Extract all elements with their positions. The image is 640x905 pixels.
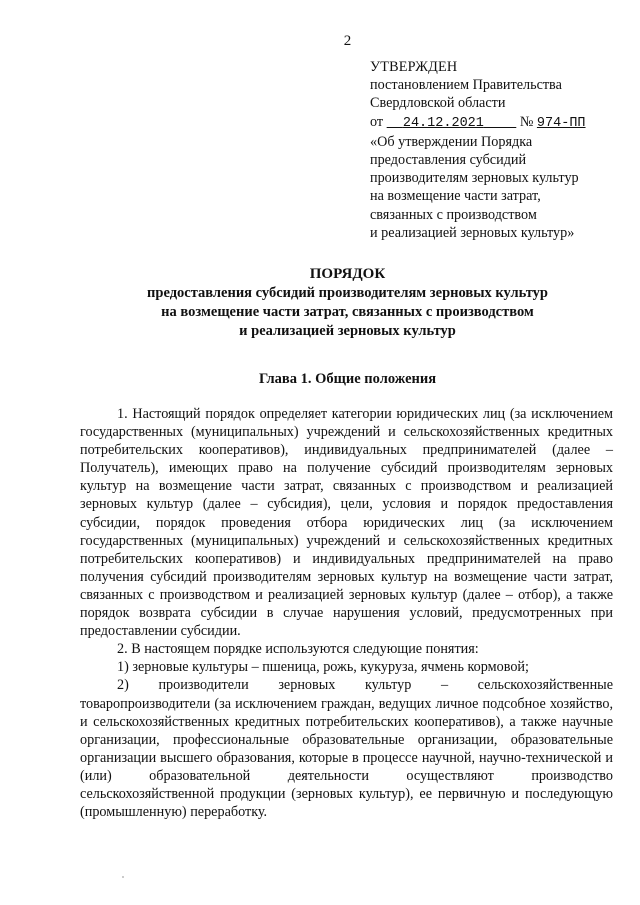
approval-date: 24.12.2021 — [402, 115, 484, 131]
document-heading — [0, 265, 640, 341]
number-label: № — [519, 113, 534, 130]
scan-speck — [122, 876, 124, 878]
approval-line-1: постановлением Правительства — [370, 77, 562, 94]
body-text — [80, 405, 613, 821]
chapter-heading: Глава 1. Общие положения — [258, 371, 437, 387]
document-subtitle-line: на возмещение части затрат, связанных с производством — [161, 304, 534, 320]
from-label: от — [370, 113, 384, 130]
approval-name-line: связанных с производством — [370, 206, 537, 223]
document-subtitle-line: и реализацией зерновых культур — [239, 323, 456, 339]
approval-line-2: Свердловской области — [370, 95, 506, 112]
document-subtitle-line: предоставления субсидий производителям зерновых культур — [147, 285, 548, 301]
approval-block — [370, 58, 630, 242]
approval-name-line: производителям зерновых культур — [370, 170, 579, 187]
page-number: 2 — [343, 33, 352, 49]
approval-number: 974-ПП — [536, 115, 586, 131]
paragraph: 2) производители зерновых культур – сельскохозяйственные товаропроизводители (за исключением граждан, ведущих личное подсобное хозяйство, и сельскохозяйственных кредитных потребительских кооперативов), а также научные организации, профессиональные образовательные организации, образовательные организации высшего образования, которые в процессе научной, научно-технической и (или) образовательной деятельности осуществляют производство сельскохозяйственной продукции (зерновых культур), ее первичную и последующую (промышленную) переработку. — [80, 677, 613, 821]
approval-name-line: на возмещение части затрат, — [370, 188, 541, 205]
paragraph: 1) зерновые культуры – пшеница, рожь, кукуруза, ячмень кормовой; — [117, 659, 529, 676]
paragraph: 1. Настоящий порядок определяет категории юридических лиц (за исключением государственных (муниципальных) учреждений и сельскохозяйственных кредитных потребительских кооперативов), индивидуальных предпринимателей (далее – Получатель), имеющих право на получение субсидий производителям зерновых культур на возмещение части затрат, связанных с производством и реализацией зерновых культур (далее – субсидия), цели, условия и порядок предоставления субсидии, порядок проведения отбора юридических лиц (за исключением государственных (муниципальных) учреждений и сельскохозяйственных кредитных потребительских кооперативов) и индивидуальных предпринимателей на право получения субсидий производителям зерновых культур на возмещение части затрат, связанных с производством и реализацией зерновых культур (далее – отбор), а также порядок возврата субсидии в случае нарушения условий, предусмотренных при предоставлении субсидии. — [80, 406, 613, 640]
approval-name-line: предоставления субсидий — [370, 152, 527, 169]
approval-name-line: и реализацией зерновых культур» — [370, 224, 575, 241]
paragraph: 2. В настоящем порядке используются следующие понятия: — [117, 641, 479, 658]
approval-title: УТВЕРЖДЕН — [370, 59, 458, 75]
document-title: ПОРЯДОК — [309, 266, 386, 282]
approval-name-line: «Об утверждении Порядка — [370, 133, 533, 150]
approval-date-line — [370, 113, 630, 133]
